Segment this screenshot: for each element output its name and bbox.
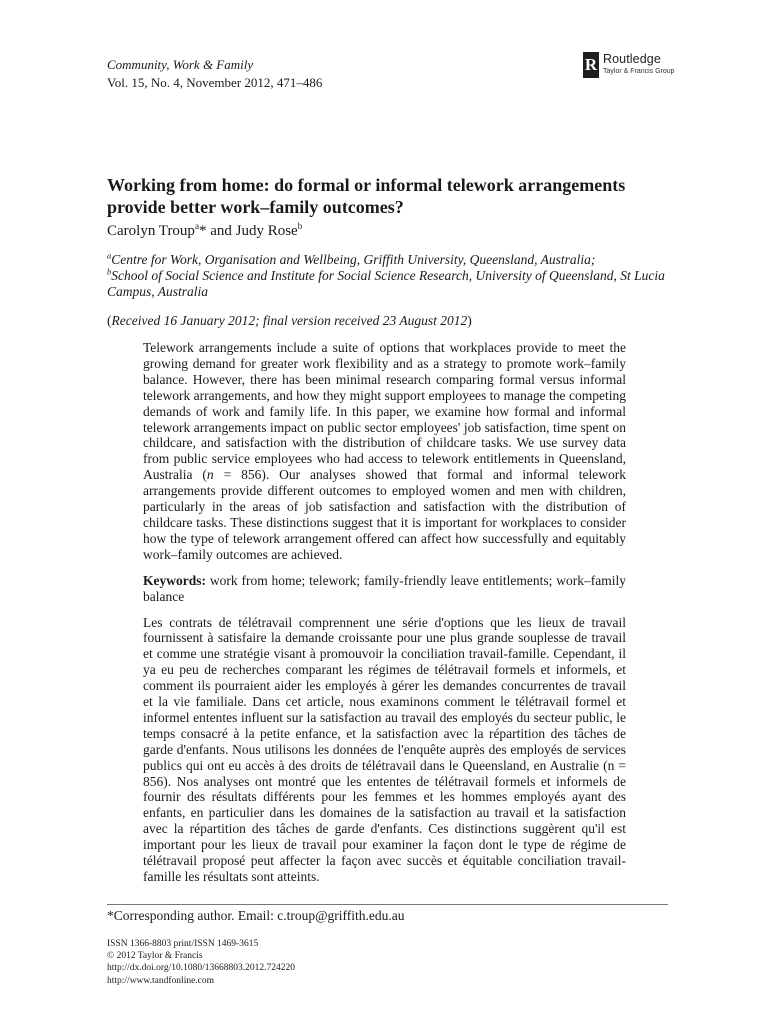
received-dates [107, 312, 472, 329]
keywords-label: Keywords: [143, 572, 206, 588]
volume-line: Vol. 15, No. 4, November 2012, 471–486 [107, 75, 323, 90]
footnote-divider [107, 904, 668, 905]
copyright-line: © 2012 Taylor & Francis [107, 951, 203, 962]
authors-connector: and [206, 223, 236, 239]
affiliation-mark: a [194, 221, 199, 231]
article-title: Working from home: do formal or informal telework arrangements provide better work–family outcomes? [107, 175, 626, 217]
authors-line [107, 221, 302, 241]
sample-size-symbol: n [206, 467, 214, 483]
affiliation-text: Centre for Work, Organisation and Wellbeing, Griffith University, Queensland, Australia; [111, 252, 596, 267]
affiliation-mark: a [107, 250, 112, 261]
abstract-english [143, 340, 626, 563]
dates-close-paren: ) [467, 313, 472, 328]
issn-line: ISSN 1366-8803 print/ISSN 1469-3615 [107, 939, 259, 949]
affiliation-item [107, 252, 667, 268]
publisher-url-link[interactable]: http://www.tandfonline.com [107, 975, 215, 986]
affiliation-mark: b [297, 221, 303, 231]
author-name: Carolyn Troup [107, 223, 195, 239]
journal-header [107, 56, 322, 92]
issn-block [107, 938, 295, 987]
author-name: Judy Rose [235, 223, 298, 239]
dates-text: Received 16 January 2012; final version received 23 August 2012 [111, 313, 468, 328]
publisher-logo [583, 51, 687, 81]
abstract-french: Les contrats de télétravail comprennent une série d'options que les lieux de travail fournissent à satisfaire la demande croissante pour une plus grande souplesse de travail et comme une stratégie visant à promouvoir la conciliation travail-famille. Cependant, il ya eu peu de recherches comparant les régimes de télétravail formels et informels, et comment ils pourraient aider les employés à gérer les demandes concurrentes de travail et la vie familiale. Dans cet article, nous examinons comment le télétravail formel et informel ententes influent sur la satisfaction au travail des employés du secteur public, le temps consacré à la petite enfance, et la satisfaction avec la répartition des tâches de garde d'enfants. Nous utilisons les données de l'enquête auprès des employés de services publics qui ont eu accès à des droits de télétravail dans le Queensland, en Australie (n = 856). Nos analyses ont montré que les ententes de télétravail formels et informels de fournir des résultats différents pour les femmes et les hommes employés ayant des enfants, en particulier dans les domaines de la satisfaction au travail et la satisfaction avec la répartition des tâches de garde d'enfants. Ces distinctions suggèrent qu'il est important pour les lieux de travail pour examiner la façon dont le type de régime de télétravail proposé peut affecter la façon avec succès et équitable conciliation travail-famille les résultats sont atteints. [143, 614, 626, 884]
keywords-text: work from home; telework; family-friendly leave entitlements; work–family balance [143, 572, 626, 604]
abstract-text-part1: Telework arrangements include a suite of options that workplaces provide to meet the growing demand for greater work flexibility and as a strategy to promote work–family balance. However, there has been minimal research comparing formal versus informal telework arrangements, and how they might support employees to manage the competing demands of work and family life. In this paper, we examine how formal and informal telework arrangements impact on public sector employees' job satisfaction, time spent on childcare, and satisfaction with the distribution of childcare tasks. We use survey data from public service employees who had access to telework entitlements in Queensland, Australia ( [143, 340, 626, 483]
abstract-text-part2: = 856). Our analyses showed that formal and informal telework arrangements provide different outcomes to employed women and men with children, particularly in the areas of job satisfaction and satisfaction with the distribution of childcare tasks. These distinctions suggest that it is important for workplaces to consider how the type of telework arrangement offered can affect how successfully and equitably work–family outcomes are achieved. [143, 467, 626, 562]
affiliation-text: School of Social Science and Institute for Social Science Research, University of Queensland, St Lucia Campus, Australia [107, 268, 665, 299]
corresponding-star: * [198, 223, 207, 239]
dates-open-paren: ( [107, 313, 112, 328]
affiliation-mark: b [107, 266, 112, 277]
abstract-block [143, 340, 626, 885]
affiliation-item [107, 268, 667, 300]
journal-name: Community, Work & Family [107, 57, 254, 72]
publisher-group: Taylor & Francis Group [603, 68, 675, 75]
logo-letter: R [584, 55, 598, 74]
corresponding-author-footnote: *Corresponding author. Email: c.troup@griffith.edu.au [107, 908, 405, 923]
keywords [143, 573, 626, 605]
affiliations [107, 252, 667, 300]
doi-link[interactable]: http://dx.doi.org/10.1080/13668803.2012.724220 [107, 963, 295, 974]
routledge-logo-icon [583, 52, 599, 78]
publisher-name: Routledge [603, 52, 661, 66]
